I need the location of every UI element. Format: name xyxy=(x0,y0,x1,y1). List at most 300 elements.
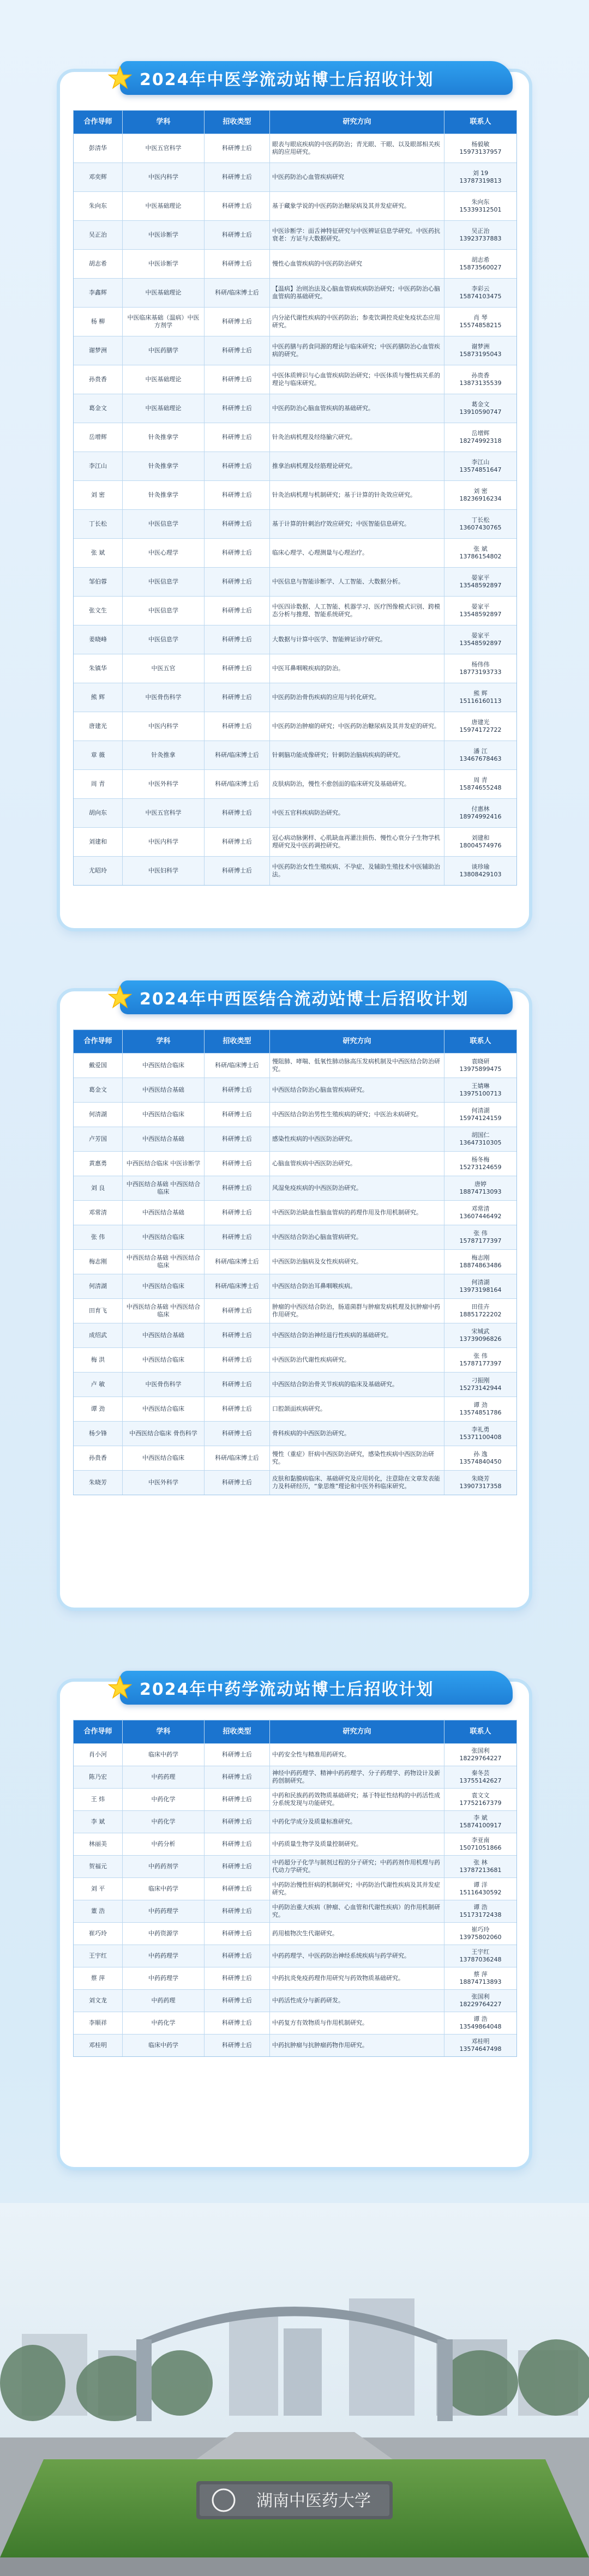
star-icon xyxy=(108,985,132,1009)
contact-cell: 李 斌 15874100917 xyxy=(459,1814,502,1829)
column-header: 学科 xyxy=(123,111,205,134)
direction-cell: 中药化学成分及质量标准研究。 xyxy=(270,1811,444,1833)
type-cell: 科研博士后 xyxy=(205,1397,270,1421)
discipline-cell: 中西医结合基础 xyxy=(123,1323,205,1347)
mentor-cell: 李鑫辉 xyxy=(74,279,123,307)
type-cell: 科研/临床博士后 xyxy=(205,1274,270,1298)
table-row xyxy=(74,597,516,625)
discipline-cell: 中医骨伤科学 xyxy=(123,683,205,712)
table-row xyxy=(74,1103,516,1127)
contact-cell: 吴正治 13923737883 xyxy=(459,227,502,242)
discipline-cell: 中医临床基础（温病）中医方剂学 xyxy=(123,308,205,336)
table-row xyxy=(74,1225,516,1250)
discipline-cell: 中医药膳学 xyxy=(123,336,205,365)
direction-cell: 中药抗炎免疫药理作用研究与药效物质基础研究。 xyxy=(270,1967,444,1989)
type-cell: 科研博士后 xyxy=(205,221,270,249)
mentor-cell: 尤昭玲 xyxy=(74,857,123,885)
table-row xyxy=(74,423,516,452)
type-cell: 科研博士后 xyxy=(205,799,270,827)
plan-table xyxy=(73,1030,517,1495)
direction-cell: 中药防治重大疾病（肿瘤、心血管和代谢性疾病）的作用机制研究。 xyxy=(270,1900,444,1922)
table-row xyxy=(74,568,516,597)
contact-cell: 胡志希 15873560027 xyxy=(459,256,502,271)
contact-cell: 肖 琴 15574858215 xyxy=(459,314,502,329)
mentor-cell: 李顺祥 xyxy=(74,2012,123,2034)
direction-cell: 基于计算的针刺治疗效应研究；中医智能信息研究。 xyxy=(270,510,444,538)
type-cell: 科研博士后 xyxy=(205,539,270,567)
table-row xyxy=(74,1990,516,2012)
column-header: 合作导师 xyxy=(74,111,123,134)
mentor-cell: 卢芳国 xyxy=(74,1127,123,1151)
table-row xyxy=(74,1201,516,1225)
type-cell: 科研博士后 xyxy=(205,163,270,191)
mentor-cell: 朱晓芳 xyxy=(74,1471,123,1495)
direction-cell: 基于藏象学说的中医药防治糖尿病及其并发症研究。 xyxy=(270,192,444,220)
discipline-cell: 中药化学 xyxy=(123,2012,205,2034)
contact-cell: 李江山 13574851647 xyxy=(459,459,502,473)
table-row xyxy=(74,1250,516,1274)
discipline-cell: 中药化学 xyxy=(123,1789,205,1810)
table-row xyxy=(74,336,516,365)
mentor-cell: 崔巧玲 xyxy=(74,1923,123,1945)
type-cell: 科研博士后 xyxy=(205,1471,270,1495)
contact-cell: 晏家平 13548592897 xyxy=(459,574,502,589)
discipline-cell: 中西医结合临床 xyxy=(123,1225,205,1249)
contact-cell: 唐建光 15974172722 xyxy=(459,719,502,733)
mentor-cell: 何清湖 xyxy=(74,1103,123,1127)
discipline-cell: 中药药理 xyxy=(123,1990,205,2012)
discipline-cell: 中西医结合基础 中西医结合临床 xyxy=(123,1299,205,1323)
direction-cell: 针灸治病机理与机制研究；基于计算的针灸效应研究。 xyxy=(270,481,444,509)
type-cell: 科研博士后 xyxy=(205,1945,270,1967)
discipline-cell: 中医信息学 xyxy=(123,625,205,654)
discipline-cell: 中医外科学 xyxy=(123,770,205,798)
direction-cell: 中西医结合防治耳鼻咽喉疾病。 xyxy=(270,1274,444,1298)
contact-cell: 袁晓研 13975899475 xyxy=(459,1058,502,1073)
discipline-cell: 中医心理学 xyxy=(123,539,205,567)
mentor-cell: 张 斌 xyxy=(74,539,123,567)
direction-cell: 肿瘤的中西医结合防治，肠道菌群与肿瘤发病机理及抗肿瘤中药作用研究。 xyxy=(270,1299,444,1323)
discipline-cell: 中医基础理论 xyxy=(123,394,205,423)
contact-cell: 崔巧玲 13975802060 xyxy=(459,1926,502,1941)
type-cell: 科研博士后 xyxy=(205,597,270,625)
direction-cell: 中药超分子化学与制剂过程的分子研究；中药药剂作用机理与药代动力学研究。 xyxy=(270,1856,444,1877)
direction-cell: 中西医结合防治男性生殖疾病的研究；中医治未病研究。 xyxy=(270,1103,444,1127)
star-icon xyxy=(108,66,132,90)
section-header xyxy=(120,980,513,1014)
mentor-cell: 胡志希 xyxy=(74,250,123,278)
contact-cell: 宋城武 13739096826 xyxy=(459,1328,502,1343)
type-cell: 科研博士后 xyxy=(205,423,270,452)
table-row xyxy=(74,1766,516,1789)
direction-cell: 针刺脑功能成像研究；针刺防治脑病疾病的研究。 xyxy=(270,741,444,769)
discipline-cell: 中西医结合基础 中西医结合临床 xyxy=(123,1176,205,1200)
column-header: 联系人 xyxy=(470,118,491,126)
direction-cell: 中医五官科疾病防治研究。 xyxy=(270,799,444,827)
type-cell: 科研博士后 xyxy=(205,452,270,480)
direction-cell: 中医药防治肿瘤的研究；中医药防治糖尿病及其并发症的研究。 xyxy=(270,712,444,741)
discipline-cell: 针灸推拿学 xyxy=(123,452,205,480)
type-cell: 科研博士后 xyxy=(205,1078,270,1102)
contact-cell: 朱晓芳 13907317358 xyxy=(459,1475,502,1490)
mentor-cell: 刘文龙 xyxy=(74,1990,123,2012)
direction-cell: 中药安全性与精准用药研究。 xyxy=(270,1744,444,1766)
contact-cell: 田佳卉 18851722202 xyxy=(459,1303,502,1318)
discipline-cell: 针灸推拿学 xyxy=(123,423,205,452)
contact-cell: 张 伟 15787177397 xyxy=(459,1352,502,1367)
type-cell: 科研博士后 xyxy=(205,1856,270,1877)
direction-cell: 中药抗肿瘤与抗肿瘤药物作用研究。 xyxy=(270,2035,444,2056)
mentor-cell: 周 青 xyxy=(74,770,123,798)
table-row xyxy=(74,1348,516,1373)
mentor-cell: 刘 密 xyxy=(74,481,123,509)
direction-cell: 中药质量生物学及质量控制研究。 xyxy=(270,1833,444,1855)
type-cell: 科研博士后 xyxy=(205,1323,270,1347)
table-row xyxy=(74,1152,516,1176)
contact-cell: 孙贵香 13873135539 xyxy=(459,372,502,387)
direction-cell: 中西医防治脑病及女性疾病研究。 xyxy=(270,1250,444,1274)
table-row xyxy=(74,1299,516,1323)
type-cell: 科研博士后 xyxy=(205,1744,270,1766)
discipline-cell: 中医基础理论 xyxy=(123,192,205,220)
type-cell: 科研博士后 xyxy=(205,2012,270,2034)
mentor-cell: 葛金文 xyxy=(74,394,123,423)
type-cell: 科研/临床博士后 xyxy=(205,1446,270,1470)
mentor-cell: 杨少锋 xyxy=(74,1422,123,1446)
column-header: 招收类型 xyxy=(205,111,270,134)
discipline-cell: 中西医结合临床 xyxy=(123,1103,205,1127)
table-row xyxy=(74,394,516,423)
table-row xyxy=(74,1789,516,1811)
type-cell: 科研/临床博士后 xyxy=(205,1250,270,1274)
discipline-cell: 中医内科学 xyxy=(123,712,205,741)
mentor-cell: 谭 劲 xyxy=(74,1397,123,1421)
mentor-cell: 邹伯蓉 xyxy=(74,568,123,596)
column-header: 学科 xyxy=(123,1720,205,1743)
section-title: 2024年中西医结合流动站博士后招收计划 xyxy=(140,990,469,1009)
discipline-cell: 中药药理学 xyxy=(123,1967,205,1989)
mentor-cell: 邓常清 xyxy=(74,1201,123,1225)
direction-cell: 中医诊断学：面舌神特征研究与中医辨证信息学研究。中医药抗衰老：方证与大数据研究。 xyxy=(270,221,444,249)
table-row xyxy=(74,799,516,828)
plan-panel-pharmacy xyxy=(60,1682,529,2167)
discipline-cell: 中医外科学 xyxy=(123,1471,205,1495)
mentor-cell: 林丽美 xyxy=(74,1833,123,1855)
contact-cell: 张 林 13787213681 xyxy=(459,1859,502,1874)
mentor-cell: 李江山 xyxy=(74,452,123,480)
discipline-cell: 中医内科学 xyxy=(123,828,205,856)
mentor-cell: 刘建和 xyxy=(74,828,123,856)
mentor-cell: 谢梦洲 xyxy=(74,336,123,365)
table-row xyxy=(74,510,516,539)
mentor-cell: 熊 辉 xyxy=(74,683,123,712)
discipline-cell: 针灸推拿 xyxy=(123,741,205,769)
discipline-cell: 中药化学 xyxy=(123,1811,205,1833)
type-cell: 科研博士后 xyxy=(205,654,270,683)
mentor-cell: 陈乃宏 xyxy=(74,1766,123,1788)
type-cell: 科研博士后 xyxy=(205,1766,270,1788)
direction-cell: 感染性疾病的中西医防治研究。 xyxy=(270,1127,444,1151)
direction-cell: 中西医结合防治心脑血管疾病研究。 xyxy=(270,1078,444,1102)
direction-cell: 中药药理学、中医药防治神经系统疾病与药学研究。 xyxy=(270,1945,444,1967)
table-header-row xyxy=(74,1720,516,1744)
table-row xyxy=(74,1274,516,1299)
discipline-cell: 中西医结合临床 xyxy=(123,1054,205,1078)
mentor-cell: 彭清华 xyxy=(74,134,123,162)
section-header xyxy=(120,1671,513,1705)
discipline-cell: 中药药理学 xyxy=(123,1945,205,1967)
type-cell: 科研博士后 xyxy=(205,1422,270,1446)
mentor-cell: 成绍武 xyxy=(74,1323,123,1347)
table-row xyxy=(74,1744,516,1766)
contact-cell: 刁振刚 15273142944 xyxy=(459,1377,502,1392)
direction-cell: 针灸治病机理及经络腧穴研究。 xyxy=(270,423,444,452)
type-cell: 科研博士后 xyxy=(205,1811,270,1833)
type-cell: 科研博士后 xyxy=(205,1225,270,1249)
discipline-cell: 中医妇科学 xyxy=(123,857,205,885)
plan-panel-tcm xyxy=(60,72,529,928)
contact-cell: 邓常清 13607446492 xyxy=(459,1205,502,1220)
direction-cell: 中西医结合防治神经退行性疾病的基础研究。 xyxy=(270,1323,444,1347)
contact-cell: 孙 逸 13574840450 xyxy=(459,1450,502,1465)
mentor-cell: 孙贵香 xyxy=(74,1446,123,1470)
type-cell: 科研博士后 xyxy=(205,510,270,538)
table-row xyxy=(74,1373,516,1397)
mentor-cell: 章 薇 xyxy=(74,741,123,769)
mentor-cell: 董 浩 xyxy=(74,1900,123,1922)
table-row xyxy=(74,741,516,770)
mentor-cell: 何清湖 xyxy=(74,1274,123,1298)
table-row xyxy=(74,683,516,712)
table-row xyxy=(74,1833,516,1856)
type-cell: 科研博士后 xyxy=(205,394,270,423)
direction-cell: 皮肤病防治，慢性不愈创面的临床研究及基础研究。 xyxy=(270,770,444,798)
direction-cell: 风湿免疫疾病的中西医防治研究。 xyxy=(270,1176,444,1200)
discipline-cell: 中医诊断学 xyxy=(123,250,205,278)
table-row xyxy=(74,192,516,221)
table-row xyxy=(74,1945,516,1967)
type-cell: 科研博士后 xyxy=(205,1900,270,1922)
direction-cell: 慢阻肺、哮喘、低氧性肺动脉高压发病机制及中西医结合防治研究。 xyxy=(270,1054,444,1078)
table-row xyxy=(74,2012,516,2035)
contact-cell: 王宇红 13787036248 xyxy=(459,1948,502,1963)
mentor-cell: 王宇红 xyxy=(74,1945,123,1967)
type-cell: 科研博士后 xyxy=(205,192,270,220)
type-cell: 科研博士后 xyxy=(205,1833,270,1855)
mentor-cell: 丁长松 xyxy=(74,510,123,538)
contact-cell: 张国利 18229764227 xyxy=(459,1747,502,1762)
table-row xyxy=(74,1176,516,1201)
contact-cell: 付惠林 18974992416 xyxy=(459,805,502,820)
contact-cell: 谢梦洲 15873195043 xyxy=(459,343,502,358)
direction-cell: 中医信息与智能诊断学、人工智能、大数据分析。 xyxy=(270,568,444,596)
discipline-cell: 中西医结合基础 xyxy=(123,1078,205,1102)
table-row xyxy=(74,1856,516,1878)
mentor-cell: 刘 良 xyxy=(74,1176,123,1200)
type-cell: 科研博士后 xyxy=(205,308,270,336)
discipline-cell: 中西医结合临床 xyxy=(123,1274,205,1298)
contact-cell: 李亚南 15071051866 xyxy=(459,1837,502,1851)
discipline-cell: 临床中药学 xyxy=(123,2035,205,2056)
table-row xyxy=(74,1323,516,1348)
table-header-row xyxy=(74,111,516,134)
table-row xyxy=(74,539,516,568)
table-row xyxy=(74,625,516,654)
discipline-cell: 中医基础理论 xyxy=(123,365,205,394)
discipline-cell: 中药药理 xyxy=(123,1766,205,1788)
table-row xyxy=(74,163,516,192)
type-cell: 科研/临床博士后 xyxy=(205,279,270,307)
direction-cell: 中西医防治代谢性疾病研究。 xyxy=(270,1348,444,1372)
table-row xyxy=(74,1446,516,1471)
type-cell: 科研博士后 xyxy=(205,1967,270,1989)
discipline-cell: 中医诊断学 xyxy=(123,221,205,249)
type-cell: 科研博士后 xyxy=(205,1176,270,1200)
mentor-cell: 邓奕辉 xyxy=(74,163,123,191)
direction-cell: 药用植物次生代谢研究。 xyxy=(270,1923,444,1945)
contact-cell: 潘 江 13467678463 xyxy=(459,748,502,762)
contact-cell: 刘 19 13787319813 xyxy=(459,170,502,184)
direction-cell: 心脑血管疾病中西医防治研究。 xyxy=(270,1152,444,1176)
discipline-cell: 临床中药学 xyxy=(123,1744,205,1766)
discipline-cell: 临床中药学 xyxy=(123,1878,205,1900)
direction-cell: 中医药防治骨伤疾病的应用与转化研究。 xyxy=(270,683,444,712)
discipline-cell: 中药资源学 xyxy=(123,1923,205,1945)
type-cell: 科研博士后 xyxy=(205,2035,270,2056)
mentor-cell: 张文生 xyxy=(74,597,123,625)
type-cell: 科研博士后 xyxy=(205,1990,270,2012)
table-row xyxy=(74,308,516,336)
contact-cell: 丁长松 13607430765 xyxy=(459,516,502,531)
table-row xyxy=(74,857,516,885)
direction-cell: 中西医结合防治骨关节疾病的临床及基础研究。 xyxy=(270,1373,444,1397)
mentor-cell: 杨 柳 xyxy=(74,308,123,336)
contact-cell: 胡国仁 13647310305 xyxy=(459,1131,502,1146)
discipline-cell: 中医信息学 xyxy=(123,597,205,625)
contact-cell: 朱向东 15339312501 xyxy=(459,198,502,213)
contact-cell: 周 青 15874655248 xyxy=(459,777,502,791)
contact-cell: 王婧琳 13975100713 xyxy=(459,1082,502,1097)
table-row xyxy=(74,452,516,481)
table-row xyxy=(74,221,516,250)
table-row xyxy=(74,134,516,163)
type-cell: 科研博士后 xyxy=(205,1789,270,1810)
discipline-cell: 中药药理学 xyxy=(123,1900,205,1922)
mentor-cell: 孙贵香 xyxy=(74,365,123,394)
mentor-cell: 张 伟 xyxy=(74,1225,123,1249)
table-row xyxy=(74,828,516,857)
mentor-cell: 卢 敏 xyxy=(74,1373,123,1397)
mentor-cell: 岳增辉 xyxy=(74,423,123,452)
contact-cell: 杨冬梅 15273124659 xyxy=(459,1156,502,1171)
column-header: 研究方向 xyxy=(270,1030,444,1053)
type-cell: 科研博士后 xyxy=(205,1201,270,1225)
type-cell: 科研博士后 xyxy=(205,365,270,394)
column-header: 研究方向 xyxy=(270,111,444,134)
mentor-cell: 刘 平 xyxy=(74,1878,123,1900)
direction-cell: 慢性（重症）肝病中西医防治研究，感染性疾病中西医防治研究。 xyxy=(270,1446,444,1470)
direction-cell: 眼表与眼底疾病的中医药防治；青光眼、干眼、以及眼部相关疾病的应用研究。 xyxy=(270,134,444,162)
contact-cell: 刘 密 18236916234 xyxy=(459,487,502,502)
column-header: 联系人 xyxy=(470,1037,491,1045)
direction-cell: 中医药膳与药食同源的理论与临床研究；中医药膳防治心血管疾病的研究。 xyxy=(270,336,444,365)
discipline-cell: 中西医结合基础 中西医结合临床 xyxy=(123,1250,205,1274)
discipline-cell: 中药分析 xyxy=(123,1833,205,1855)
column-header: 招收类型 xyxy=(205,1030,270,1053)
table-row xyxy=(74,1878,516,1900)
direction-cell: 中医耳鼻咽喉疾病的防治。 xyxy=(270,654,444,683)
table-header-row xyxy=(74,1030,516,1054)
table-row xyxy=(74,1923,516,1945)
contact-cell: 葛金文 13910590747 xyxy=(459,401,502,416)
campus-photo xyxy=(0,2203,589,2576)
discipline-cell: 中医五官科学 xyxy=(123,134,205,162)
type-cell: 科研博士后 xyxy=(205,828,270,856)
contact-cell: 秦冬芸 13755142627 xyxy=(459,1770,502,1784)
mentor-cell: 姜晓峰 xyxy=(74,625,123,654)
type-cell: 科研博士后 xyxy=(205,712,270,741)
type-cell: 科研/临床博士后 xyxy=(205,770,270,798)
direction-cell: 内分泌代谢性疾病的中医药防治；参麦饮调控炎症免疫状态应用研究。 xyxy=(270,308,444,336)
direction-cell: 神经中药药理学、精神中药药理学、分子药理学、药物设计及新药创制研究。 xyxy=(270,1766,444,1788)
mentor-cell: 葛金文 xyxy=(74,1078,123,1102)
discipline-cell: 中西医结合基础 xyxy=(123,1127,205,1151)
mentor-cell: 梅 洪 xyxy=(74,1348,123,1372)
type-cell: 科研博士后 xyxy=(205,336,270,365)
type-cell: 科研博士后 xyxy=(205,1152,270,1176)
table-row xyxy=(74,1054,516,1078)
direction-cell: 中医药防治心脑血管疾病的基础研究。 xyxy=(270,394,444,423)
plan-table xyxy=(73,110,517,886)
discipline-cell: 中西医结合临床 xyxy=(123,1446,205,1470)
contact-cell: 袁文文 17752167379 xyxy=(459,1792,502,1807)
plan-table xyxy=(73,1720,517,2057)
table-row xyxy=(74,654,516,683)
direction-cell: 大数据与计算中医学、智能辨证诊疗研究。 xyxy=(270,625,444,654)
direction-cell: 口腔颌面疾病研究。 xyxy=(270,1397,444,1421)
type-cell: 科研博士后 xyxy=(205,1923,270,1945)
mentor-cell: 王 炜 xyxy=(74,1789,123,1810)
direction-cell: 皮肤和黏膜病临床、基础研究及应用转化，注意除在文章发表能力及科研经历，“象思维”理论和中医外科临床研究。 xyxy=(270,1471,444,1495)
type-cell: 科研博士后 xyxy=(205,1348,270,1372)
contact-cell: 杨毅敏 15973137957 xyxy=(459,141,502,155)
direction-cell: 中医药防治女性生殖疾病、不孕症、及辅助生殖技术中医辅助治法。 xyxy=(270,857,444,885)
section-title: 2024年中药学流动站博士后招收计划 xyxy=(140,1680,434,1699)
table-row xyxy=(74,250,516,279)
mentor-cell: 戴爱国 xyxy=(74,1054,123,1078)
campus-sign-text: 湖南中医药大学 xyxy=(256,2491,371,2511)
discipline-cell: 针灸推拿学 xyxy=(123,481,205,509)
type-cell: 科研博士后 xyxy=(205,1299,270,1323)
direction-cell: 中药活性成分与新药研发。 xyxy=(270,1990,444,2012)
direction-cell: 【温病】治则治法及心脑血管病疾病防治研究；中医药防治心脑血管病的基础研究。 xyxy=(270,279,444,307)
contact-cell: 何清湖 15974124159 xyxy=(459,1107,502,1122)
table-row xyxy=(74,1397,516,1422)
mentor-cell: 贺福元 xyxy=(74,1856,123,1877)
contact-cell: 熊 辉 15116160113 xyxy=(459,690,502,705)
table-row xyxy=(74,1471,516,1495)
type-cell: 科研/临床博士后 xyxy=(205,1054,270,1078)
contact-cell: 谈珍瑜 13808429103 xyxy=(459,863,502,878)
mentor-cell: 田育飞 xyxy=(74,1299,123,1323)
table-row xyxy=(74,770,516,799)
discipline-cell: 中医骨伤科学 xyxy=(123,1373,205,1397)
type-cell: 科研博士后 xyxy=(205,857,270,885)
type-cell: 科研/临床博士后 xyxy=(205,741,270,769)
mentor-cell: 朱向东 xyxy=(74,192,123,220)
mentor-cell: 肖小河 xyxy=(74,1744,123,1766)
mentor-cell: 黄惠勇 xyxy=(74,1152,123,1176)
